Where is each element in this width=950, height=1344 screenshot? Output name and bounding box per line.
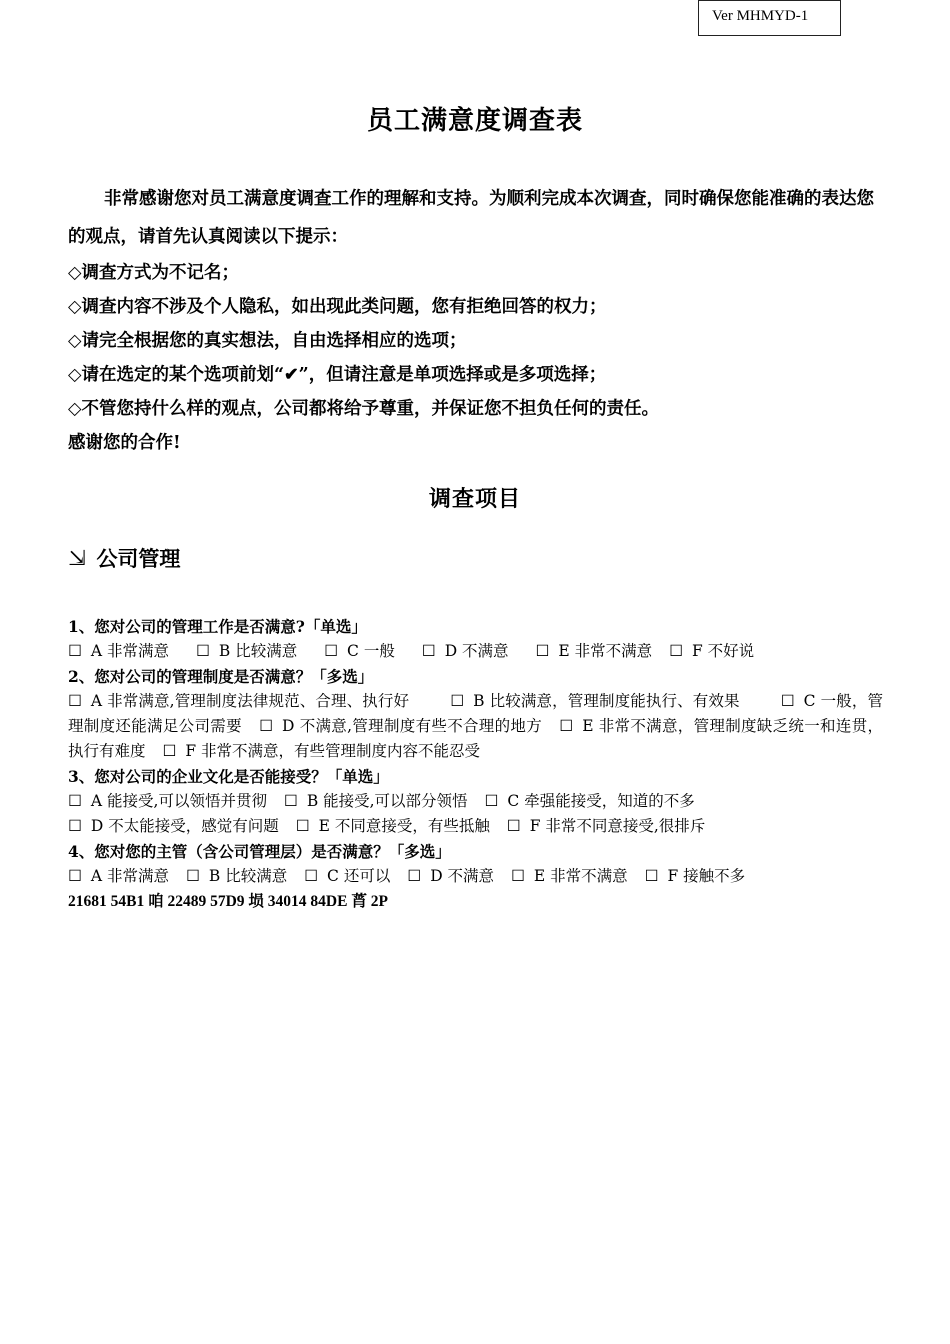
group-label: 公司管理 [96,546,181,571]
option-b[interactable]: ☐ B 比较满意 [196,642,297,660]
option-e[interactable]: ☐ E 非常不满意 [535,642,652,660]
checkbox-icon[interactable]: ☐ [68,867,82,885]
option-e[interactable]: ☐ E 非常不满意，管理制度缺乏统一和连贯，执行有难度 [68,717,883,760]
option-a[interactable]: ☐ A 能接受,可以领悟并贯彻 [68,792,267,810]
checkbox-icon[interactable]: ☐ [780,692,795,710]
option-f[interactable]: ☐ F 接触不多 [645,867,746,885]
checkbox-icon[interactable]: ☐ [68,642,82,660]
option-row [68,864,883,889]
option-f[interactable]: ☐ F 非常不同意接受,很排斥 [507,817,706,835]
checkbox-icon[interactable]: ☐ [421,642,436,660]
checkbox-icon[interactable]: ☐ [559,717,574,735]
option-a[interactable]: ☐ A 非常满意 [68,642,169,660]
section-title: 调查项目 [428,486,521,512]
option-b[interactable]: ☐ B 比较满意，管理制度能执行、有效果 [450,692,739,710]
option-row [68,789,883,814]
checkbox-icon[interactable]: ☐ [68,792,82,810]
tip-item: ◇调查方式为不记名； [68,263,239,283]
question-title: 3、您对公司的企业文化是否能接受？「单选」 [68,767,389,786]
intro-lead: 非常感谢您对员工满意度调查工作的理解和支持。为顺利完成本次调查，同时确保您能准确的表达您的观点，请首先认真阅读以下提示： [68,189,874,247]
checkbox-icon[interactable]: ☐ [304,867,319,885]
checkbox-icon[interactable]: ☐ [68,817,82,835]
tip-item: ◇请在选定的某个选项前划“✔”，但请注意是单项选择或是多项选择； [68,365,607,385]
tip-item: ◇不管您持什么样的观点，公司都将给予尊重，并保证您不担负任何的责任。 [68,399,659,419]
option-c[interactable]: ☐ C 一般 [324,642,395,660]
checkbox-icon[interactable]: ☐ [185,867,200,885]
version-tag: Ver MHMYD-1 [698,0,841,36]
option-c[interactable]: ☐ C 牵强能接受，知道的不多 [485,792,695,810]
option-row [68,639,883,664]
option-a[interactable]: ☐ A 非常满意,管理制度法律规范、合理、执行好 [68,692,409,710]
arrow-down-right-icon: ⇲ [68,545,87,571]
checkbox-icon[interactable]: ☐ [450,692,465,710]
footer-code: 21681 54B1 咱 22489 57D9 埙 34014 84DE 莦 2P [68,893,388,910]
group-heading [68,543,180,573]
intro-block [68,180,882,460]
checkbox-icon[interactable]: ☐ [195,642,210,660]
option-c[interactable]: ☐ C 还可以 [304,867,390,885]
question-list [68,614,883,914]
option-e[interactable]: ☐ E 非常不满意 [511,867,628,885]
option-a[interactable]: ☐ A 非常满意 [68,867,169,885]
option-b[interactable]: ☐ B 能接受,可以部分领悟 [284,792,468,810]
thanks-text: 感谢您的合作! [68,433,181,453]
question-title: 2、您对公司的管理制度是否满意？「多选」 [68,667,374,686]
option-row [68,689,883,764]
option-e[interactable]: ☐ E 不同意接受，有些抵触 [296,817,490,835]
option-d[interactable]: ☐ D 不满意,管理制度有些不合理的地方 [259,717,542,735]
checkbox-icon[interactable]: ☐ [283,792,298,810]
option-d[interactable]: ☐ D 不满意 [422,642,509,660]
checkbox-icon[interactable]: ☐ [510,867,525,885]
option-c[interactable]: ☐ C 一般，管理制度还能满足公司需要 [68,692,883,735]
checkbox-icon[interactable]: ☐ [162,742,177,760]
checkbox-icon[interactable]: ☐ [324,642,339,660]
option-d[interactable]: ☐ D 不满意 [407,867,494,885]
checkbox-icon[interactable]: ☐ [68,692,82,710]
question-title: 4、您对您的主管（含公司管理层）是否满意？「多选」 [68,842,451,861]
checkbox-icon[interactable]: ☐ [644,867,659,885]
option-d[interactable]: ☐ D 不太能接受，感觉有问题 [68,817,279,835]
checkbox-icon[interactable]: ☐ [669,642,683,660]
question-title: 1、您对公司的管理工作是否满意?「单选」 [68,617,367,636]
checkbox-icon[interactable]: ☐ [506,817,521,835]
option-row [68,814,883,839]
checkbox-icon[interactable]: ☐ [295,817,310,835]
checkbox-icon[interactable]: ☐ [407,867,422,885]
option-b[interactable]: ☐ B 比较满意 [186,867,287,885]
option-f[interactable]: ☐ F 非常不满意，有些管理制度内容不能忍受 [162,742,480,760]
tip-item: ◇调查内容不涉及个人隐私，如出现此类问题，您有拒绝回答的权力； [68,297,607,317]
checkbox-icon[interactable]: ☐ [535,642,550,660]
tip-item: ◇请完全根据您的真实想法，自由选择相应的选项； [68,331,467,351]
checkbox-icon[interactable]: ☐ [259,717,274,735]
page-title: 员工满意度调查表 [366,106,583,136]
option-f[interactable]: ☐ F 不好说 [669,642,754,660]
checkbox-icon[interactable]: ☐ [484,792,499,810]
